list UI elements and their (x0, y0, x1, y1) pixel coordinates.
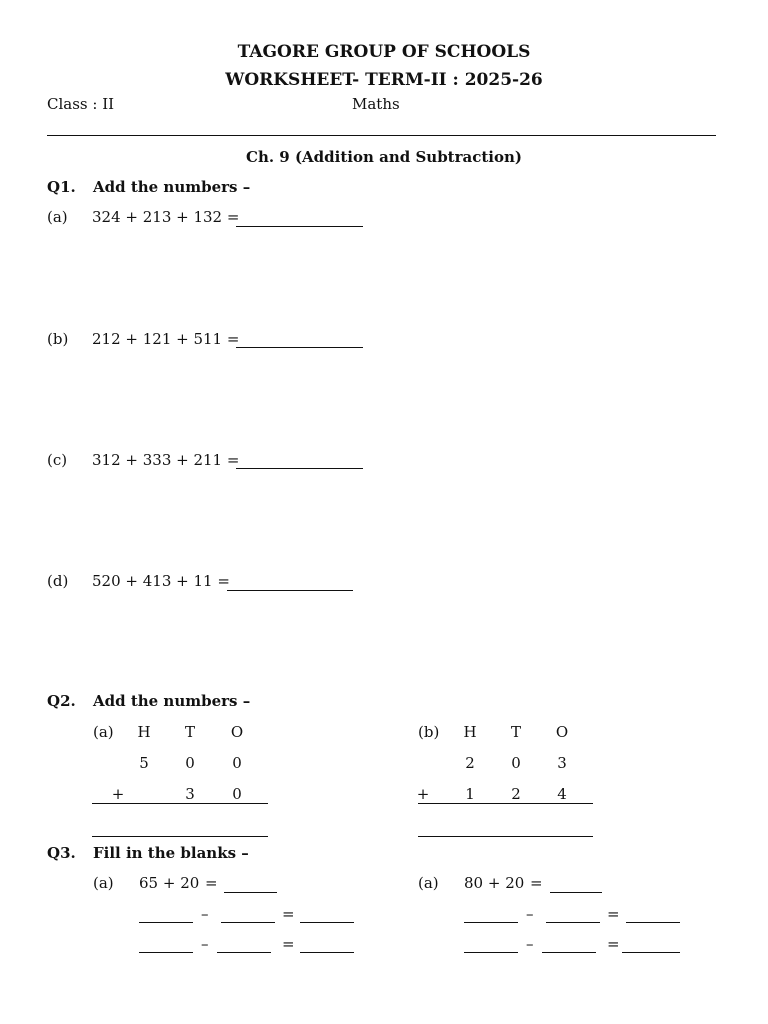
subject-label: Maths (352, 95, 400, 113)
q1d-answer-blank[interactable] (227, 590, 353, 591)
q2a-plus-sign: + (111, 785, 125, 803)
q3-right-row1-blank-2[interactable] (546, 922, 600, 923)
q1-title: Add the numbers – (93, 178, 251, 196)
q2a-row1-hundreds: 5 (139, 754, 149, 772)
q2a-header-hundreds: H (137, 723, 151, 741)
q2b-label: (b) (418, 723, 440, 741)
q2b-plus-sign: + (416, 785, 430, 803)
q2-title: Add the numbers – (93, 692, 251, 710)
q1b-label: (b) (47, 330, 69, 348)
school-name: TAGORE GROUP OF SCHOOLS (237, 42, 531, 62)
q3-right-row2-blank-3[interactable] (622, 952, 680, 953)
q3-right-row2-blank-1[interactable] (464, 952, 518, 953)
q3-right-row2-blank-2[interactable] (542, 952, 596, 953)
q2b-row1-hundreds: 2 (465, 754, 475, 772)
class-label: Class : II (47, 95, 115, 113)
q2a-row1-tens: 0 (185, 754, 195, 772)
q3-right-row1-blank-1[interactable] (464, 922, 518, 923)
q3-right-row1-minus: – (526, 905, 534, 923)
q3-left-row2-blank-3[interactable] (300, 952, 354, 953)
q2b-row2-ones: 4 (557, 785, 567, 803)
q3-right-answer-blank[interactable] (550, 892, 602, 893)
q3-left-row2-equals: = (282, 935, 295, 953)
q3-number: Q3. (47, 844, 76, 862)
q1a-label: (a) (47, 208, 68, 226)
q3-left-row2-blank-1[interactable] (139, 952, 193, 953)
q2b-answer-line[interactable] (418, 836, 593, 837)
q3-left-label: (a) (93, 874, 114, 892)
q3-left-row1-blank-3[interactable] (300, 922, 354, 923)
q2-number: Q2. (47, 692, 76, 710)
q2a-header-ones: O (230, 723, 244, 741)
q3-right-row1-blank-3[interactable] (626, 922, 680, 923)
q2b-row2-hundreds: 1 (465, 785, 475, 803)
q1a-answer-blank[interactable] (236, 226, 363, 227)
q1a-expression: 324 + 213 + 132 = (92, 208, 240, 226)
q2a-row2-ones: 0 (232, 785, 242, 803)
q3-left-equals: = (205, 874, 218, 892)
q1b-answer-blank[interactable] (236, 347, 363, 348)
q3-left-row1-minus: – (201, 905, 209, 923)
q3-right-row1-equals: = (607, 905, 620, 923)
q2b-header-ones: O (555, 723, 569, 741)
q2b-row2-tens: 2 (511, 785, 521, 803)
chapter-title: Ch. 9 (Addition and Subtraction) (246, 148, 522, 166)
q2b-row1-tens: 0 (511, 754, 521, 772)
q2a-sum-line (92, 803, 268, 804)
q3-left-row1-blank-1[interactable] (139, 922, 193, 923)
q2a-row2-tens: 3 (185, 785, 195, 803)
q2a-header-tens: T (184, 723, 195, 741)
q3-right-row2-minus: – (526, 935, 534, 953)
q1-number: Q1. (47, 178, 76, 196)
q3-right-expression: 80 + 20 (464, 874, 525, 892)
q2b-header-tens: T (510, 723, 521, 741)
q3-left-row2-blank-2[interactable] (217, 952, 271, 953)
q1c-expression: 312 + 333 + 211 = (92, 451, 240, 469)
q3-right-equals: = (530, 874, 543, 892)
q3-right-row2-equals: = (607, 935, 620, 953)
q2a-row1-ones: 0 (232, 754, 242, 772)
q3-right-label: (a) (418, 874, 439, 892)
q3-left-answer-blank[interactable] (224, 892, 277, 893)
q2b-sum-line (418, 803, 593, 804)
q1d-expression: 520 + 413 + 11 = (92, 572, 230, 590)
q2a-answer-line[interactable] (92, 836, 268, 837)
q1c-answer-blank[interactable] (236, 468, 363, 469)
header-divider (47, 135, 716, 136)
q1b-expression: 212 + 121 + 511 = (92, 330, 240, 348)
q1c-label: (c) (47, 451, 68, 469)
q3-left-expression: 65 + 20 (139, 874, 200, 892)
q2b-header-hundreds: H (463, 723, 477, 741)
q3-left-row1-blank-2[interactable] (221, 922, 275, 923)
worksheet-title: WORKSHEET- TERM-II : 2025-26 (225, 70, 543, 90)
q1d-label: (d) (47, 572, 69, 590)
q2b-row1-ones: 3 (557, 754, 567, 772)
q3-left-row2-minus: – (201, 935, 209, 953)
q2a-label: (a) (93, 723, 114, 741)
q3-left-row1-equals: = (282, 905, 295, 923)
q3-title: Fill in the blanks – (93, 844, 249, 862)
